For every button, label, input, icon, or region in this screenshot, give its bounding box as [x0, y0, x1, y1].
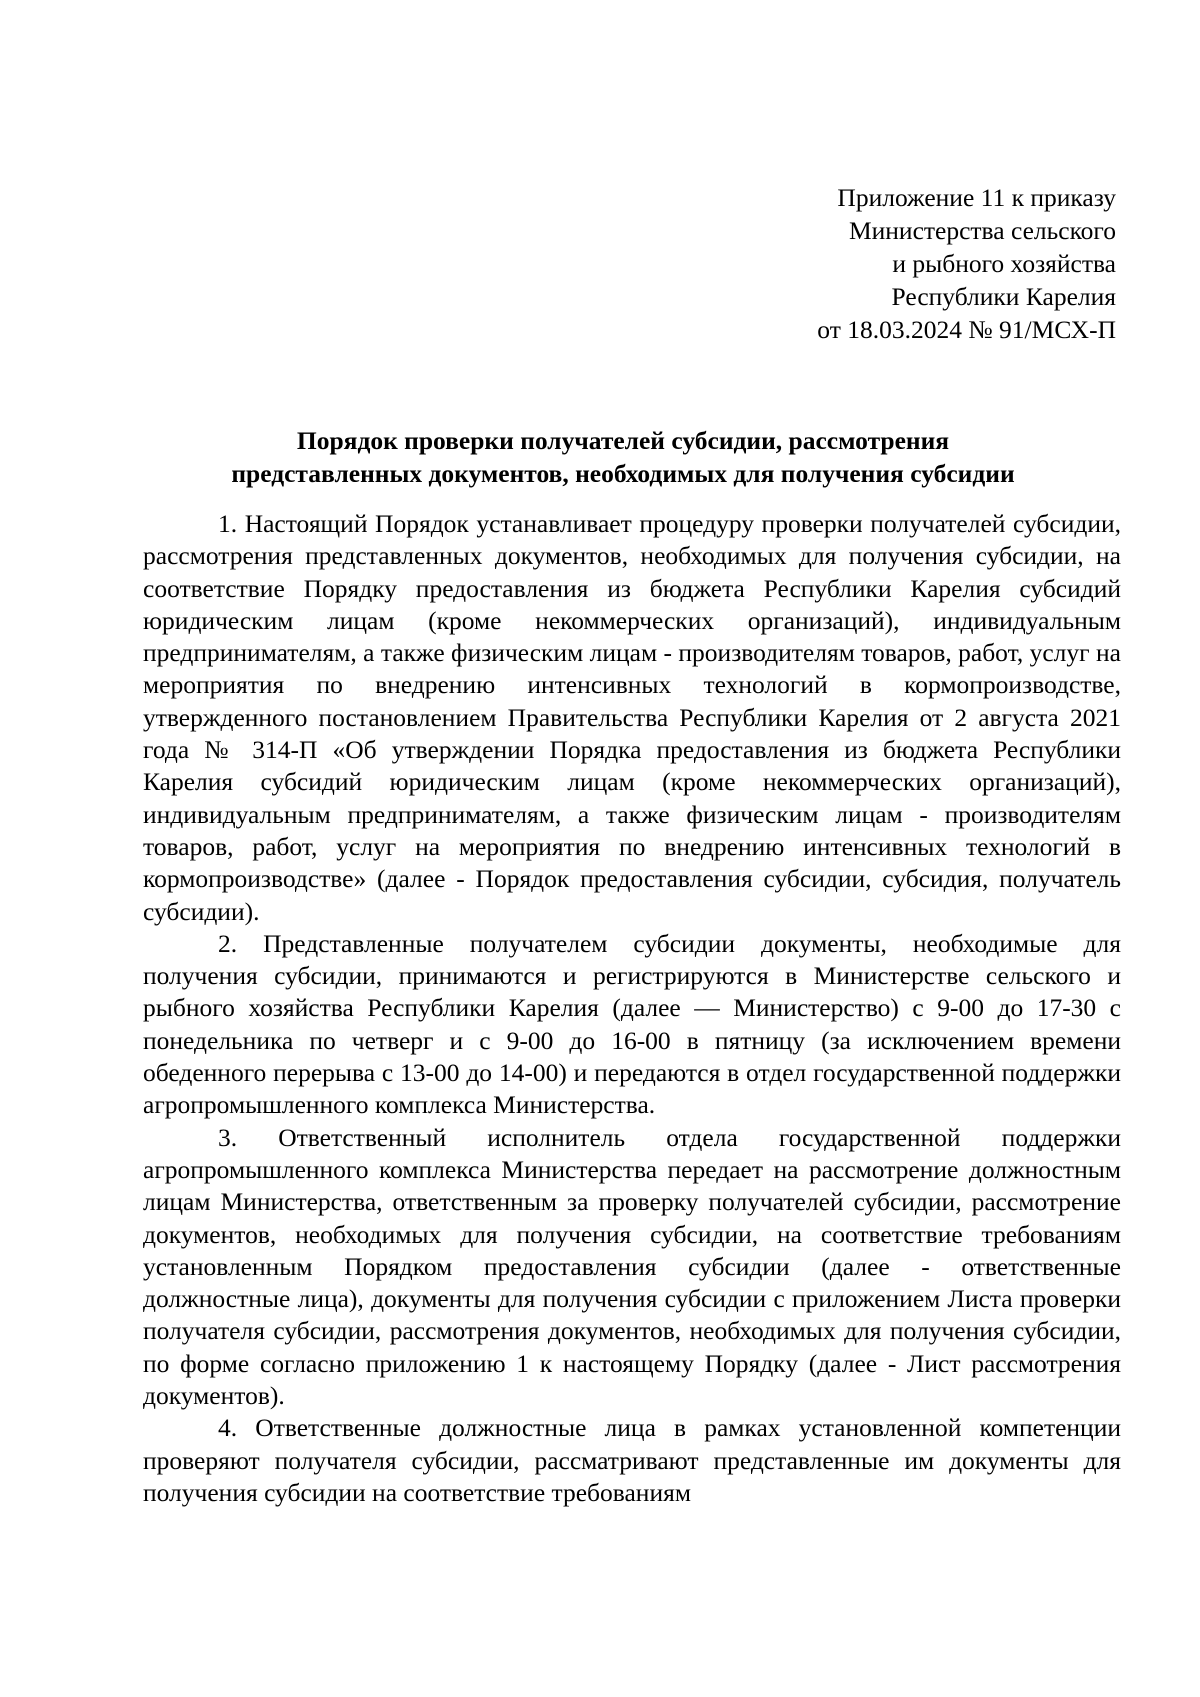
paragraph-1: 1. Настоящий Порядок устанавливает процедуру проверки получателей субсидии, рассмотрения представленных документов, необходимых для получения субсидии, на соответствие Порядку предоставления из бюджета Республики Карелия субсидий юридическим лицам (кроме некоммерческих организаций), индивидуальным предпринимателям, а также физическим лицам - производителям товаров, работ, услуг на мероприятия по внедрению интенсивных технологий в кормопроизводстве, утвержденного постановлением Правительства Республики Карелия от 2 августа 2021 года № 314-П «Об утверждении Порядка предоставления из бюджета Республики Карелия субсидий юридическим лицам (кроме некоммерческих организаций), индивидуальным предпринимателям, а также физическим лицам - производителям товаров, работ, услуг на мероприятия по внедрению интенсивных технологий в кормопроизводстве» (далее - Порядок предоставления субсидии, субсидия, получатель субсидии).: [143, 509, 1121, 926]
document-title-line: представленных документов, необходимых для получения субсидии: [231, 459, 1015, 488]
paragraph-2: 2. Представленные получателем субсидии документы, необходимые для получения субсидии, принимаются и регистрируются в Министерстве сельского и рыбного хозяйства Республики Карелия (далее — Министерство) с 9-00 до 17-30 с понедельника по четверг и с 9-00 до 16-00 в пятницу (за исключением времени обеденного перерыва с 13-00 до 14-00) и передаются в отдел государственной поддержки агропромышленного комплекса Министерства.: [143, 928, 1121, 1120]
appendix-header-line: от 18.03.2024 № 91/МСХ-П: [817, 315, 1116, 344]
appendix-header: [817, 181, 1116, 346]
appendix-header-line: Министерства сельского: [848, 216, 1116, 245]
appendix-header-line: Республики Карелия: [891, 282, 1116, 311]
document-title: [130, 424, 1116, 490]
paragraph-3: 3. Ответственный исполнитель отдела государственной поддержки агропромышленного комплекса Министерства передает на рассмотрение должностным лицам Министерства, ответственным за проверку получателей субсидии, рассмотрение документов, необходимых для получения субсидии, на соответствие требованиям установленным Порядком предоставления субсидии (далее - ответственные должностные лица), документы для получения субсидии с приложением Листа проверки получателя субсидии, рассмотрения документов, необходимых для получения субсидии, по форме согласно приложению 1 к настоящему Порядку (далее - Лист рассмотрения документов).: [143, 1122, 1121, 1411]
paragraph-4: 4. Ответственные должностные лица в рамках установленной компетенции проверяют получателя субсидии, рассматривают представленные им документы для получения субсидии на соответствие требованиям: [143, 1413, 1121, 1507]
appendix-header-line: Приложение 11 к приказу: [837, 183, 1116, 212]
document-body: [143, 508, 1121, 1509]
document-title-line: Порядок проверки получателей субсидии, рассмотрения: [296, 426, 950, 455]
appendix-header-line: и рыбного хозяйства: [892, 249, 1116, 278]
